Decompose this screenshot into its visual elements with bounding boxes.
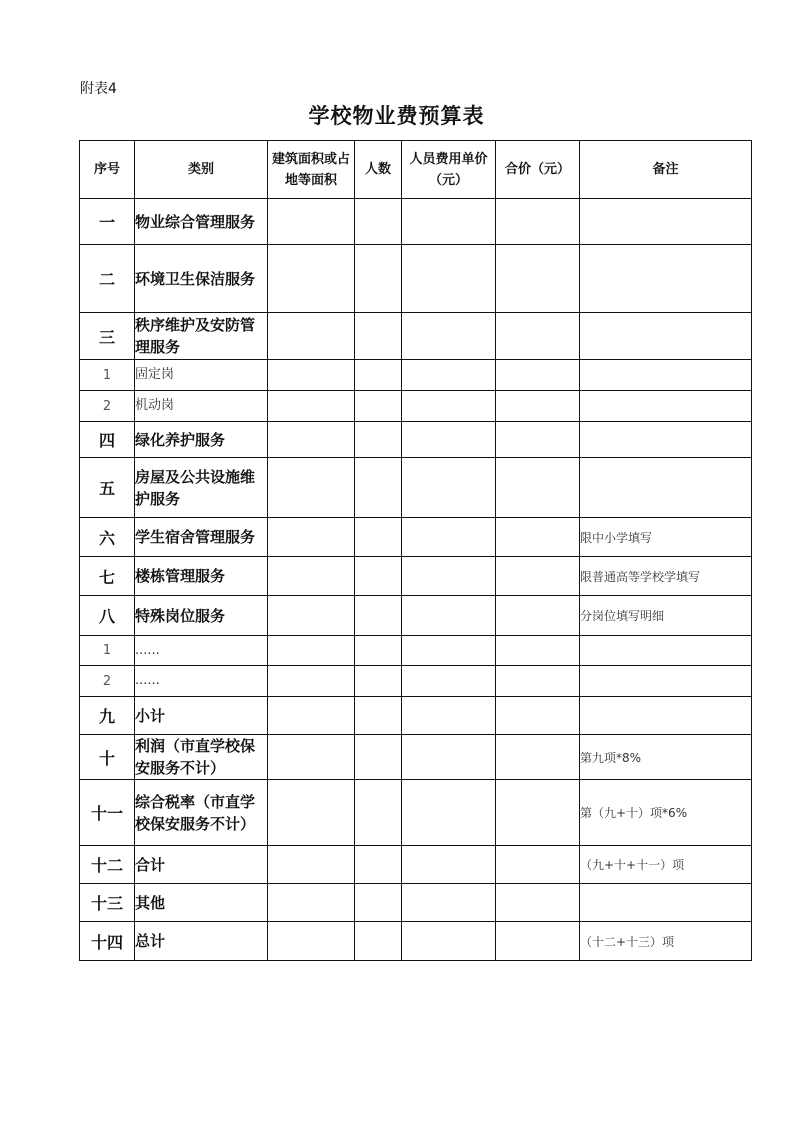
table-row (80, 458, 752, 518)
cell-total[interactable] (496, 360, 580, 391)
budget-table (79, 140, 752, 961)
cell-unit-cost[interactable] (402, 846, 496, 884)
cell-total[interactable] (496, 780, 580, 846)
header-area: 建筑面积或占地等面积 (268, 141, 355, 199)
table-row (80, 422, 752, 458)
page-label: 附表4 (80, 81, 117, 97)
cell-people[interactable] (355, 391, 402, 422)
row-remark: 第九项*8% (580, 735, 752, 780)
cell-people[interactable] (355, 245, 402, 313)
row-remark: （九+十+十一）项 (580, 846, 752, 884)
table-row (80, 697, 752, 735)
row-remark (580, 422, 752, 458)
cell-people[interactable] (355, 846, 402, 884)
cell-people[interactable] (355, 518, 402, 557)
cell-unit-cost[interactable] (402, 458, 496, 518)
cell-people[interactable] (355, 922, 402, 961)
header-category: 类别 (135, 141, 268, 199)
header-unit-cost: 人员费用单价（元） (402, 141, 496, 199)
table-row (80, 780, 752, 846)
header-total: 合价（元） (496, 141, 580, 199)
table-row (80, 884, 752, 922)
cell-unit-cost[interactable] (402, 636, 496, 666)
row-category: 物业综合管理服务 (135, 199, 268, 245)
table-row (80, 360, 752, 391)
cell-area[interactable] (268, 518, 355, 557)
row-category: 学生宿舍管理服务 (135, 518, 268, 557)
cell-total[interactable] (496, 199, 580, 245)
row-no: 一 (80, 199, 135, 245)
row-no: 十三 (80, 884, 135, 922)
row-category: 固定岗 (135, 360, 268, 391)
row-remark (580, 313, 752, 360)
row-no: 1 (80, 636, 135, 666)
cell-area[interactable] (268, 458, 355, 518)
row-category: 绿化养护服务 (135, 422, 268, 458)
cell-total[interactable] (496, 391, 580, 422)
row-category: 楼栋管理服务 (135, 557, 268, 596)
cell-area[interactable] (268, 596, 355, 636)
row-no: 八 (80, 596, 135, 636)
row-category: 房屋及公共设施维护服务 (135, 458, 268, 518)
row-category: 综合税率（市直学校保安服务不计） (135, 780, 268, 846)
row-remark (580, 458, 752, 518)
cell-area[interactable] (268, 422, 355, 458)
cell-unit-cost[interactable] (402, 922, 496, 961)
cell-people[interactable] (355, 735, 402, 780)
cell-total[interactable] (496, 557, 580, 596)
row-category: 特殊岗位服务 (135, 596, 268, 636)
cell-unit-cost[interactable] (402, 518, 496, 557)
row-no: 1 (80, 360, 135, 391)
table-row (80, 666, 752, 697)
cell-people[interactable] (355, 422, 402, 458)
cell-total[interactable] (496, 846, 580, 884)
cell-people[interactable] (355, 458, 402, 518)
row-remark: （十二+十三）项 (580, 922, 752, 961)
row-no: 七 (80, 557, 135, 596)
row-no: 九 (80, 697, 135, 735)
table-row (80, 596, 752, 636)
cell-total[interactable] (496, 245, 580, 313)
cell-area[interactable] (268, 884, 355, 922)
cell-people[interactable] (355, 313, 402, 360)
cell-total[interactable] (496, 422, 580, 458)
cell-area[interactable] (268, 846, 355, 884)
row-no: 六 (80, 518, 135, 557)
row-remark (580, 697, 752, 735)
cell-people[interactable] (355, 697, 402, 735)
row-category: 秩序维护及安防管理服务 (135, 313, 268, 360)
row-category: 总计 (135, 922, 268, 961)
header-people: 人数 (355, 141, 402, 199)
cell-unit-cost[interactable] (402, 697, 496, 735)
row-remark (580, 636, 752, 666)
header-row (80, 141, 752, 199)
cell-unit-cost[interactable] (402, 557, 496, 596)
row-no: 五 (80, 458, 135, 518)
cell-area[interactable] (268, 360, 355, 391)
cell-total[interactable] (496, 735, 580, 780)
row-category: 利润（市直学校保安服务不计） (135, 735, 268, 780)
cell-people[interactable] (355, 360, 402, 391)
row-category: ...... (135, 666, 268, 697)
cell-unit-cost[interactable] (402, 780, 496, 846)
cell-area[interactable] (268, 922, 355, 961)
cell-area[interactable] (268, 199, 355, 245)
cell-unit-cost[interactable] (402, 391, 496, 422)
table-row (80, 313, 752, 360)
header-no: 序号 (80, 141, 135, 199)
table-row (80, 557, 752, 596)
row-no: 三 (80, 313, 135, 360)
table-row (80, 735, 752, 780)
cell-people[interactable] (355, 780, 402, 846)
row-category: 环境卫生保洁服务 (135, 245, 268, 313)
table-row (80, 518, 752, 557)
cell-area[interactable] (268, 313, 355, 360)
cell-total[interactable] (496, 458, 580, 518)
row-remark: 第（九+十）项*6% (580, 780, 752, 846)
table-row (80, 391, 752, 422)
row-remark: 限普通高等学校学填写 (580, 557, 752, 596)
cell-unit-cost[interactable] (402, 313, 496, 360)
cell-total[interactable] (496, 596, 580, 636)
table-row (80, 922, 752, 961)
row-remark (580, 884, 752, 922)
cell-total[interactable] (496, 636, 580, 666)
row-no: 四 (80, 422, 135, 458)
cell-total[interactable] (496, 518, 580, 557)
row-remark: 分岗位填写明细 (580, 596, 752, 636)
row-no: 十四 (80, 922, 135, 961)
row-remark (580, 245, 752, 313)
cell-unit-cost[interactable] (402, 245, 496, 313)
row-remark (580, 199, 752, 245)
cell-people[interactable] (355, 557, 402, 596)
row-remark (580, 666, 752, 697)
cell-people[interactable] (355, 199, 402, 245)
cell-unit-cost[interactable] (402, 596, 496, 636)
cell-unit-cost[interactable] (402, 199, 496, 245)
row-category: 小计 (135, 697, 268, 735)
cell-unit-cost[interactable] (402, 360, 496, 391)
cell-area[interactable] (268, 666, 355, 697)
table-row (80, 199, 752, 245)
cell-area[interactable] (268, 636, 355, 666)
cell-area[interactable] (268, 245, 355, 313)
row-category: 机动岗 (135, 391, 268, 422)
cell-area[interactable] (268, 557, 355, 596)
row-no: 2 (80, 391, 135, 422)
row-remark (580, 360, 752, 391)
row-no: 二 (80, 245, 135, 313)
row-no: 十二 (80, 846, 135, 884)
cell-area[interactable] (268, 780, 355, 846)
header-remark: 备注 (580, 141, 752, 199)
page-title: 学校物业费预算表 (308, 103, 485, 128)
cell-total[interactable] (496, 313, 580, 360)
row-category: 合计 (135, 846, 268, 884)
cell-people[interactable] (355, 884, 402, 922)
cell-total[interactable] (496, 697, 580, 735)
cell-total[interactable] (496, 922, 580, 961)
row-no: 十 (80, 735, 135, 780)
cell-total[interactable] (496, 666, 580, 697)
cell-unit-cost[interactable] (402, 884, 496, 922)
cell-area[interactable] (268, 697, 355, 735)
cell-people[interactable] (355, 636, 402, 666)
row-category: 其他 (135, 884, 268, 922)
cell-unit-cost[interactable] (402, 422, 496, 458)
cell-total[interactable] (496, 884, 580, 922)
cell-people[interactable] (355, 666, 402, 697)
cell-area[interactable] (268, 391, 355, 422)
table-row (80, 245, 752, 313)
cell-unit-cost[interactable] (402, 666, 496, 697)
row-remark: 限中小学填写 (580, 518, 752, 557)
table-row (80, 636, 752, 666)
table-row (80, 846, 752, 884)
row-no: 十一 (80, 780, 135, 846)
row-no: 2 (80, 666, 135, 697)
cell-area[interactable] (268, 735, 355, 780)
row-category: ...... (135, 636, 268, 666)
row-remark (580, 391, 752, 422)
cell-unit-cost[interactable] (402, 735, 496, 780)
cell-people[interactable] (355, 596, 402, 636)
